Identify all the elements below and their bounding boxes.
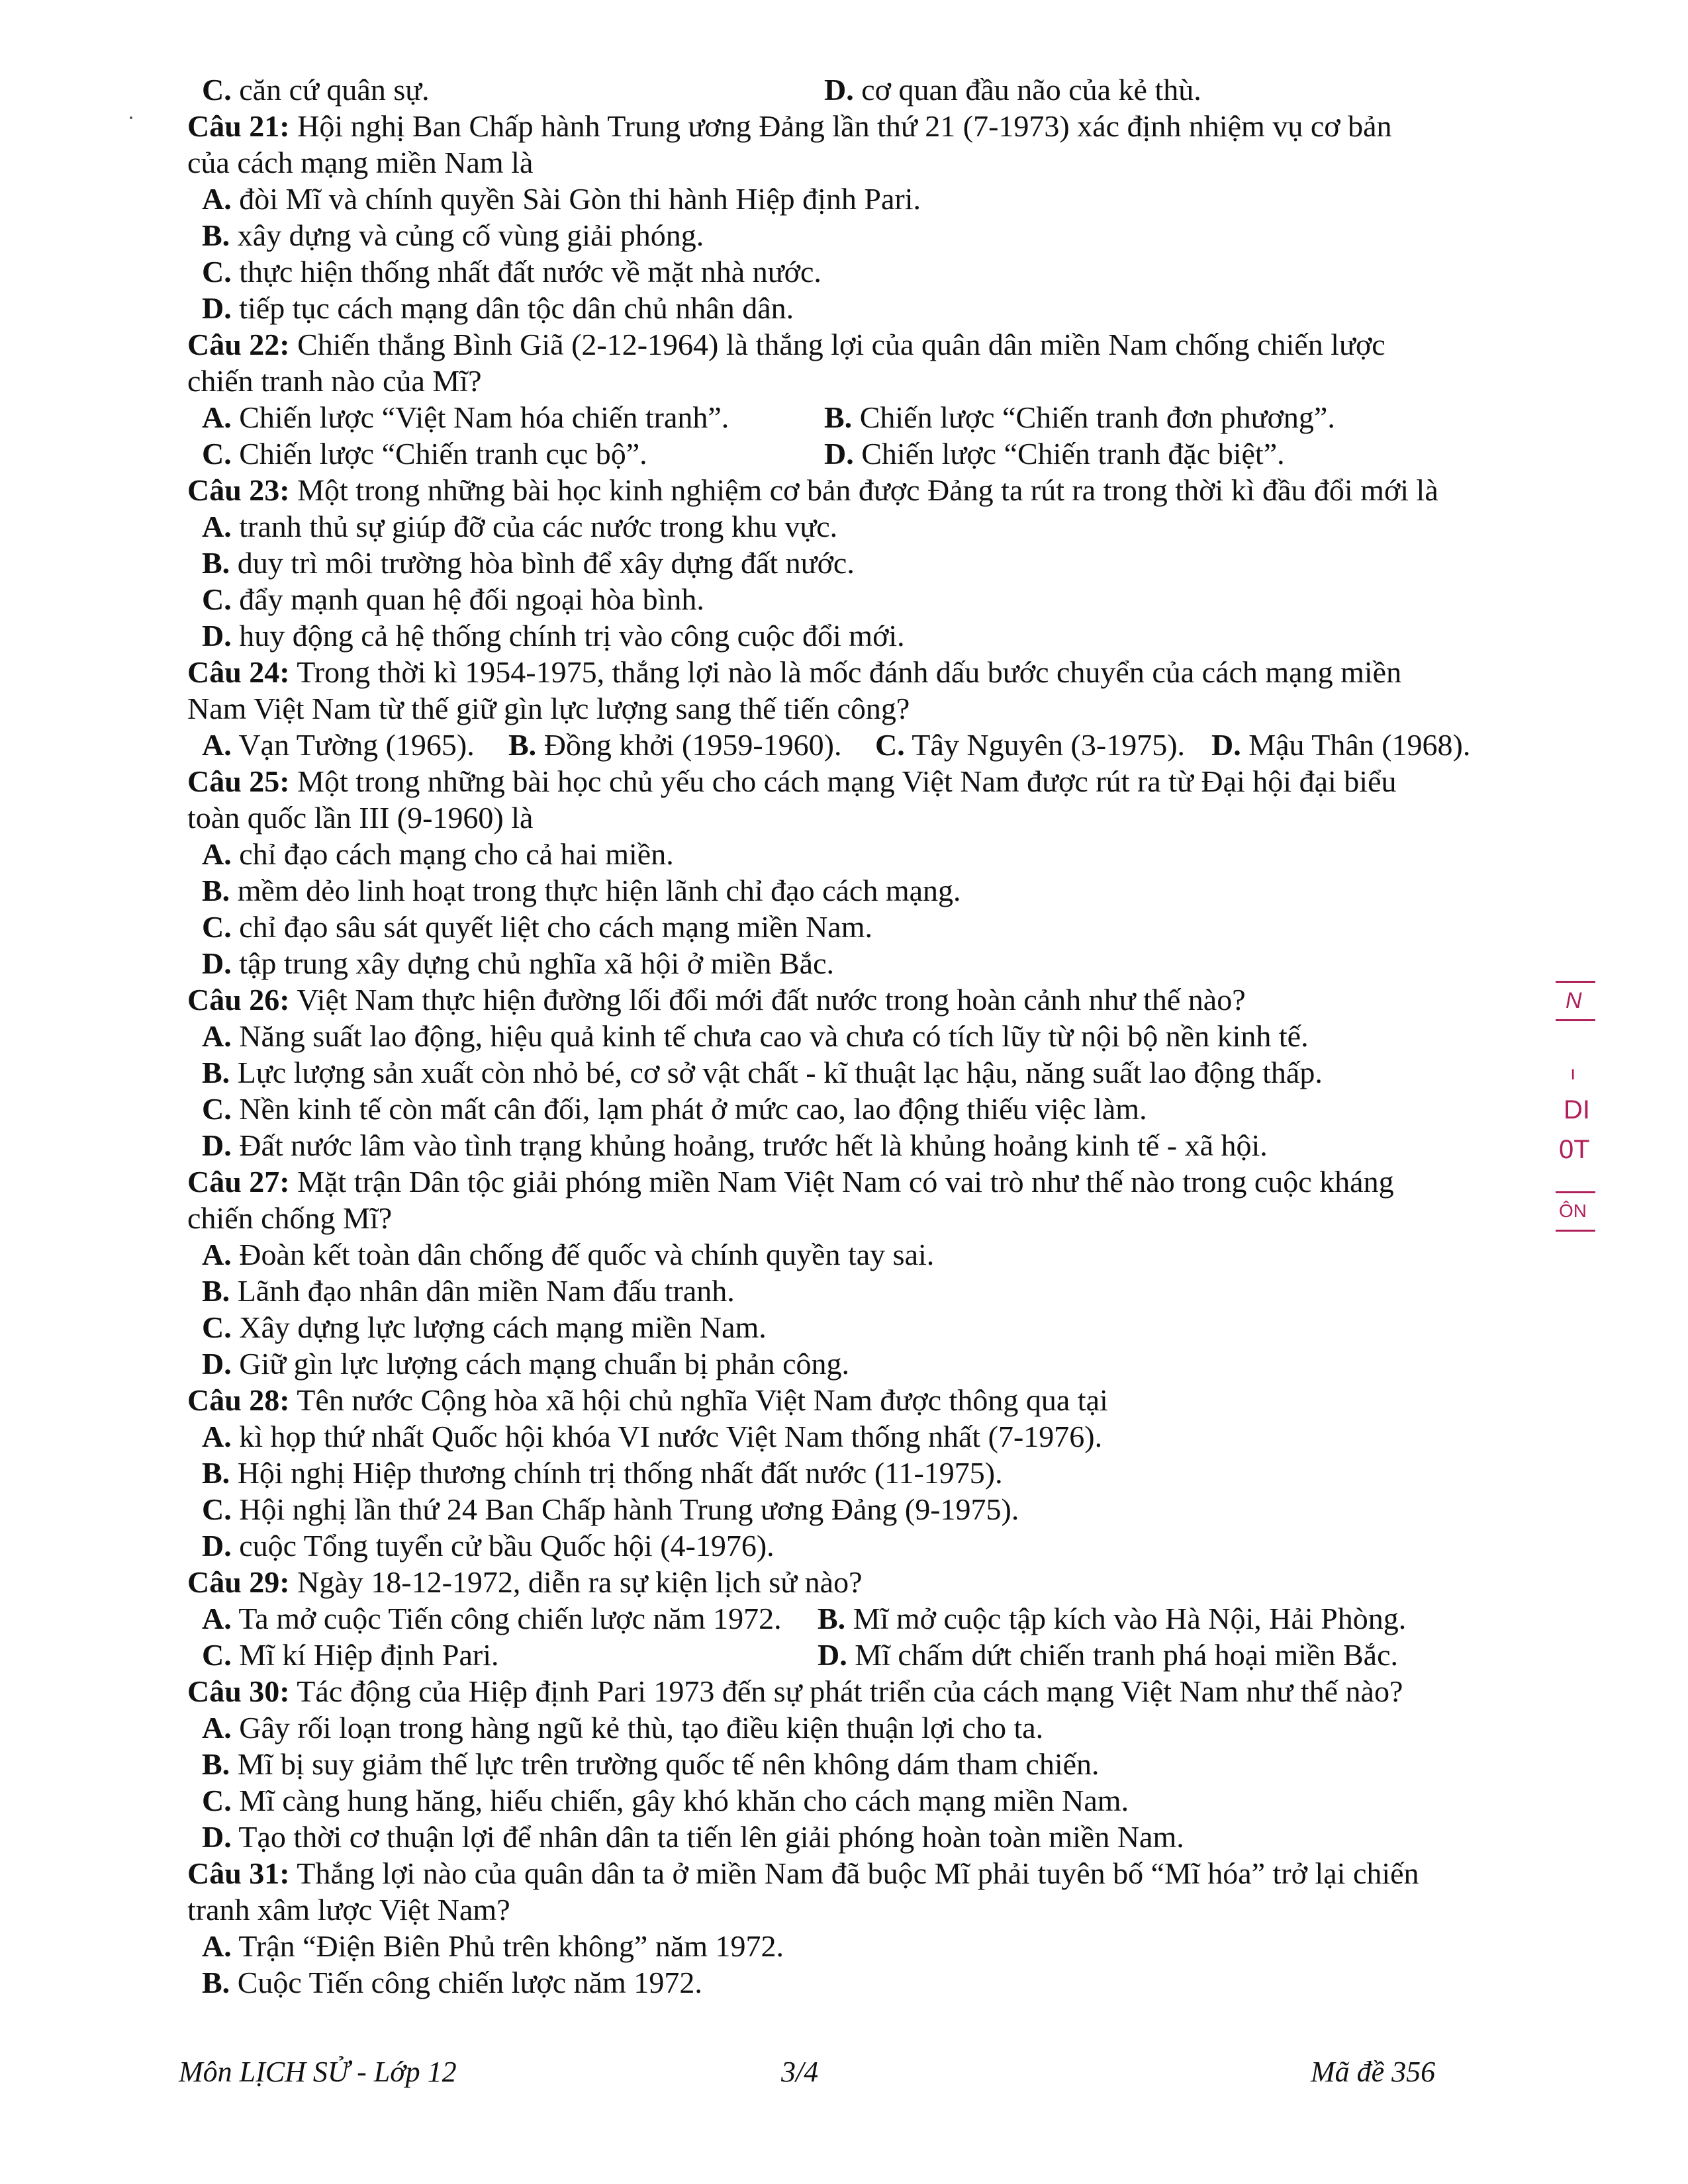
option-letter: B. [202, 1747, 230, 1781]
answer-option [202, 909, 872, 946]
footer-subject: Môn LỊCH SỬ - Lớp 12 [179, 2056, 457, 2088]
line-text: Mĩ kí Hiệp định Pari. [239, 1638, 499, 1672]
stamp-rule [1556, 1019, 1595, 1021]
stamp-rule [1556, 1230, 1595, 1232]
line-text: Đất nước lâm vào tình trạng khủng hoảng, trước hết là khủng hoảng kinh tế - xã hội. [239, 1128, 1268, 1162]
option-letter: D. [824, 437, 854, 471]
question-number: Câu 25: [187, 764, 290, 798]
scan-dot [130, 116, 132, 119]
question-line [187, 472, 1438, 509]
option-letter: A. [202, 400, 232, 434]
option-letter: C. [202, 437, 232, 471]
answer-option [202, 1455, 1003, 1492]
answer-option [202, 1964, 702, 2001]
answer-option [824, 399, 1335, 436]
line-text: tranh xâm lược Việt Nam? [187, 1893, 510, 1927]
line-text: Mậu Thân (1968). [1248, 728, 1471, 762]
stamp-mark: ı [1570, 1062, 1576, 1084]
answer-option [202, 253, 821, 291]
line-text: Vạn Tường (1965). [238, 728, 475, 762]
answer-option [875, 727, 1185, 764]
line-text: Tây Nguyên (3-1975). [912, 728, 1186, 762]
answer-option [202, 1273, 735, 1310]
line-text: chỉ đạo cách mạng cho cả hai miền. [239, 837, 674, 871]
footer-exam-code: Mã đề 356 [1311, 2056, 1436, 2088]
answer-option [202, 1637, 499, 1674]
line-text: Một trong những bài học chủ yếu cho cách mạng Việt Nam được rút ra từ Đại hội đại biểu [297, 764, 1397, 798]
question-number: Câu 29: [187, 1565, 290, 1599]
answer-option [508, 727, 841, 764]
option-letter: D. [1211, 728, 1241, 762]
option-letter: B. [508, 728, 537, 762]
line-text: Gây rối loạn trong hàng ngũ kẻ thù, tạo điều kiện thuận lợi cho ta. [239, 1711, 1044, 1745]
line-text: của cách mạng miền Nam là [187, 146, 534, 179]
question-line-continued [187, 1891, 510, 1929]
line-text: đẩy mạnh quan hệ đối ngoại hòa bình. [239, 582, 704, 616]
option-letter: C. [202, 1310, 232, 1344]
line-text: Đồng khởi (1959-1960). [543, 728, 842, 762]
stamp-fragment: ÔN [1559, 1201, 1587, 1221]
line-text: Đoàn kết toàn dân chống đế quốc và chính quyền tay sai. [239, 1238, 935, 1271]
option-letter: C. [202, 73, 232, 107]
line-text: cơ quan đầu não của kẻ thù. [861, 73, 1201, 107]
line-text: Mặt trận Dân tộc giải phóng miền Nam Việt Nam có vai trò như thế nào trong cuộc kháng [297, 1165, 1394, 1199]
answer-option [202, 1091, 1147, 1128]
line-text: Nền kinh tế còn mất cân đối, lạm phát ở mức cao, lao động thiếu việc làm. [239, 1092, 1147, 1126]
question-line [187, 981, 1246, 1019]
line-text: Mĩ chấm dứt chiến tranh phá hoại miền Bắc. [855, 1638, 1398, 1672]
answer-option [824, 71, 1201, 109]
answer-option [202, 1746, 1100, 1783]
question-line [187, 1163, 1394, 1201]
answer-option [202, 1491, 1019, 1528]
answer-option [202, 1018, 1309, 1055]
option-letter: D. [202, 946, 232, 980]
question-line [187, 1382, 1108, 1419]
answer-option [202, 435, 647, 473]
question-number: Câu 28: [187, 1383, 290, 1417]
stamp-fragment: DI [1564, 1095, 1590, 1124]
answer-option [202, 545, 855, 582]
line-text: Hội nghị Hiệp thương chính trị thống nhất đất nước (11-1975). [237, 1456, 1003, 1490]
answer-option [202, 181, 921, 218]
answer-option [202, 399, 729, 436]
line-text: chiến chống Mĩ? [187, 1201, 393, 1235]
option-letter: B. [202, 1456, 230, 1490]
line-text: Tên nước Cộng hòa xã hội chủ nghĩa Việt Nam được thông qua tại [297, 1383, 1108, 1417]
line-text: duy trì môi trường hòa bình để xây dựng đất nước. [237, 546, 855, 580]
question-line-continued [187, 363, 481, 400]
answer-option [202, 1819, 1184, 1856]
line-text: xây dựng và củng cố vùng giải phóng. [237, 218, 704, 252]
option-letter: C. [202, 1638, 232, 1672]
answer-option [824, 435, 1285, 473]
line-text: Xây dựng lực lượng cách mạng miền Nam. [239, 1310, 767, 1344]
question-line [187, 654, 1401, 691]
line-text: mềm dẻo linh hoạt trong thực hiện lãnh chỉ đạo cách mạng. [237, 874, 961, 907]
question-line [187, 108, 1392, 145]
option-letter: C. [202, 910, 232, 944]
line-text: Hội nghị lần thứ 24 Ban Chấp hành Trung ương Đảng (9-1975). [239, 1492, 1019, 1526]
question-line [187, 1673, 1403, 1710]
answer-option [202, 1782, 1129, 1819]
answer-option [202, 1709, 1043, 1747]
stamp-rule [1556, 981, 1595, 983]
question-number: Câu 22: [187, 328, 290, 361]
line-text: Chiến lược “Chiến tranh đặc biệt”. [861, 437, 1285, 471]
footer-page-number: 3/4 [781, 2056, 819, 2088]
line-text: Chiến lược “Chiến tranh cục bộ”. [239, 437, 647, 471]
line-text: căn cứ quân sự. [239, 73, 430, 107]
answer-option [202, 1928, 784, 1965]
line-text: tranh thủ sự giúp đỡ của các nước trong khu vực. [239, 510, 838, 543]
line-text: Trận “Điện Biên Phủ trên không” năm 1972. [238, 1929, 784, 1963]
line-text: Giữ gìn lực lượng cách mạng chuẩn bị phản công. [239, 1347, 850, 1381]
answer-option [202, 581, 704, 618]
answer-option [202, 617, 905, 655]
option-letter: B. [202, 546, 230, 580]
line-text: thực hiện thống nhất đất nước về mặt nhà nước. [239, 255, 821, 289]
option-letter: C. [202, 1784, 232, 1817]
answer-option [202, 1309, 767, 1346]
answer-option [202, 1054, 1323, 1091]
line-text: Lực lượng sản xuất còn nhỏ bé, cơ sở vật chất - kĩ thuật lạc hậu, năng suất lao động thấp. [237, 1056, 1323, 1089]
line-text: chỉ đạo sâu sát quyết liệt cho cách mạng miền Nam. [239, 910, 872, 944]
question-line-continued [187, 690, 910, 727]
line-text: Một trong những bài học kinh nghiệm cơ bản được Đảng ta rút ra trong thời kì đầu đổi mới là [297, 473, 1438, 507]
option-letter: B. [202, 1274, 230, 1308]
line-text: chiến tranh nào của Mĩ? [187, 364, 482, 398]
option-letter: B. [202, 1966, 230, 1999]
option-letter: D. [202, 1347, 232, 1381]
line-text: tập trung xây dựng chủ nghĩa xã hội ở miền Bắc. [239, 946, 835, 980]
line-text: Việt Nam thực hiện đường lối đổi mới đất nước trong hoàn cảnh như thế nào? [297, 983, 1246, 1017]
answer-option [202, 1127, 1268, 1164]
option-letter: A. [202, 837, 232, 871]
answer-option [818, 1600, 1406, 1637]
option-letter: B. [824, 400, 853, 434]
answer-option [202, 290, 794, 327]
line-text: Chiến thắng Bình Giã (2-12-1964) là thắng lợi của quân dân miền Nam chống chiến lược [297, 328, 1385, 361]
line-text: Ngày 18-12-1972, diễn ra sự kiện lịch sử nào? [297, 1565, 863, 1599]
option-letter: A. [202, 1019, 232, 1053]
line-text: toàn quốc lần III (9-1960) là [187, 801, 534, 835]
line-text: Mĩ mở cuộc tập kích vào Hà Nội, Hải Phòng. [853, 1602, 1407, 1635]
question-line-continued [187, 1200, 392, 1237]
option-letter: B. [818, 1602, 846, 1635]
answer-option [202, 508, 837, 545]
line-text: Mĩ càng hung hăng, hiếu chiến, gây khó khăn cho cách mạng miền Nam. [239, 1784, 1129, 1817]
line-text: cuộc Tổng tuyển cử bầu Quốc hội (4-1976). [239, 1529, 774, 1563]
answer-option [202, 1345, 849, 1383]
answer-option [202, 1527, 774, 1565]
line-text: Tạo thời cơ thuận lợi để nhân dân ta tiến lên giải phóng hoàn toàn miền Nam. [238, 1820, 1184, 1854]
line-text: tiếp tục cách mạng dân tộc dân chủ nhân dân. [239, 291, 794, 325]
line-text: Cuộc Tiến công chiến lược năm 1972. [237, 1966, 702, 1999]
answer-option [202, 1600, 782, 1637]
stamp-rule [1556, 1191, 1595, 1193]
option-letter: D. [202, 1128, 232, 1162]
option-letter: D. [202, 1820, 232, 1854]
option-letter: D. [202, 291, 232, 325]
answer-option [202, 727, 475, 764]
question-number: Câu 30: [187, 1674, 290, 1708]
option-letter: C. [202, 1492, 232, 1526]
option-letter: D. [818, 1638, 847, 1672]
option-letter: C. [202, 255, 232, 289]
question-number: Câu 27: [187, 1165, 290, 1199]
question-line [187, 1855, 1419, 1892]
stamp-fragment: N [1566, 988, 1582, 1013]
option-letter: C. [202, 1092, 232, 1126]
answer-option [202, 872, 961, 909]
question-line-continued [187, 799, 533, 837]
option-letter: A. [202, 1929, 232, 1963]
option-letter: C. [202, 582, 232, 616]
question-number: Câu 24: [187, 655, 290, 689]
option-letter: D. [202, 1529, 232, 1563]
line-text: Lãnh đạo nhân dân miền Nam đấu tranh. [237, 1274, 735, 1308]
line-text: Tác động của Hiệp định Pari 1973 đến sự phát triển của cách mạng Việt Nam như thế nào? [297, 1674, 1403, 1708]
answer-option [202, 217, 704, 254]
answer-option [202, 71, 430, 109]
answer-option [818, 1637, 1398, 1674]
line-text: Ta mở cuộc Tiến công chiến lược năm 1972. [238, 1602, 782, 1635]
stamp-fragment: 0T [1559, 1135, 1590, 1164]
option-letter: D. [824, 73, 854, 107]
option-letter: A. [202, 1711, 232, 1745]
option-letter: B. [202, 218, 230, 252]
option-letter: A. [202, 728, 232, 762]
line-text: Hội nghị Ban Chấp hành Trung ương Đảng lần thứ 21 (7-1973) xác định nhiệm vụ cơ bản [297, 109, 1392, 143]
line-text: Năng suất lao động, hiệu quả kinh tế chưa cao và chưa có tích lũy từ nội bộ nền kinh tế. [239, 1019, 1309, 1053]
answer-option [202, 1418, 1102, 1455]
option-letter: A. [202, 510, 232, 543]
option-letter: C. [875, 728, 905, 762]
question-line-continued [187, 144, 533, 181]
question-number: Câu 23: [187, 473, 290, 507]
line-text: Mĩ bị suy giảm thế lực trên trường quốc tế nên không dám tham chiến. [237, 1747, 1100, 1781]
line-text: Trong thời kì 1954-1975, thắng lợi nào là mốc đánh dấu bước chuyển của cách mạng miền [297, 655, 1402, 689]
answer-option [202, 945, 834, 982]
line-text: Thắng lợi nào của quân dân ta ở miền Nam đã buộc Mĩ phải tuyên bố “Mĩ hóa” trở lại chiến [297, 1856, 1419, 1890]
option-letter: A. [202, 1238, 232, 1271]
line-text: Chiến lược “Việt Nam hóa chiến tranh”. [239, 400, 729, 434]
option-letter: B. [202, 874, 230, 907]
question-number: Câu 21: [187, 109, 290, 143]
question-number: Câu 31: [187, 1856, 290, 1890]
question-number: Câu 26: [187, 983, 290, 1017]
option-letter: A. [202, 1602, 232, 1635]
question-line [187, 1564, 863, 1601]
answer-option [202, 1236, 934, 1273]
option-letter: A. [202, 1420, 232, 1453]
option-letter: A. [202, 182, 232, 216]
option-letter: B. [202, 1056, 230, 1089]
line-text: kì họp thứ nhất Quốc hội khóa VI nước Việt Nam thống nhất (7-1976). [239, 1420, 1103, 1453]
line-text: Chiến lược “Chiến tranh đơn phương”. [859, 400, 1335, 434]
line-text: đòi Mĩ và chính quyền Sài Gòn thi hành Hiệp định Pari. [239, 182, 921, 216]
line-text: Nam Việt Nam từ thế giữ gìn lực lượng sang thế tiến công? [187, 692, 910, 725]
question-line [187, 326, 1385, 363]
question-line [187, 763, 1396, 800]
option-letter: D. [202, 619, 232, 653]
answer-option [202, 836, 674, 873]
line-text: huy động cả hệ thống chính trị vào công cuộc đổi mới. [239, 619, 905, 653]
answer-option [1211, 727, 1470, 764]
